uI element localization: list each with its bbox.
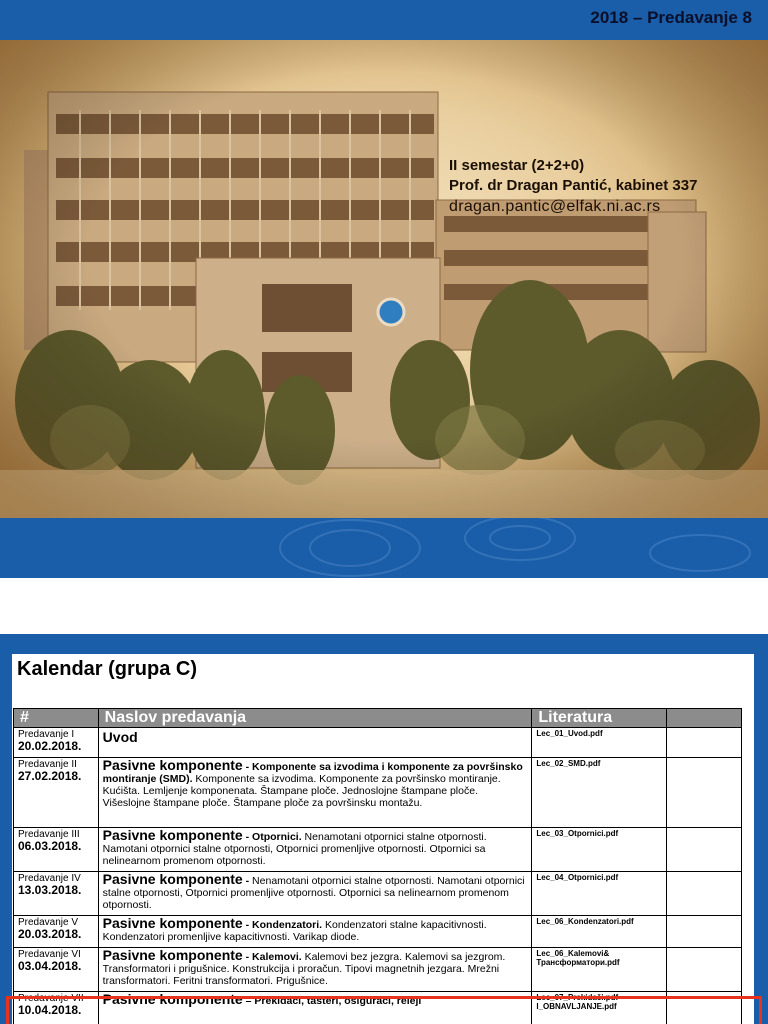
lecture-title: Uvod	[102, 729, 138, 745]
professor-label: Prof. dr Dragan Pantić, kabinet 337	[449, 177, 698, 194]
column-header-literature: Literatura	[532, 709, 666, 728]
extra-cell	[666, 948, 741, 992]
table-row	[14, 728, 742, 758]
literature-cell	[532, 916, 666, 948]
current-lecture-highlight	[6, 996, 762, 1024]
lecture-label: Predavanje V	[18, 917, 79, 928]
literature-cell	[532, 948, 666, 992]
water-ripple-band	[0, 518, 768, 578]
slide-header-bar	[0, 0, 768, 40]
literature-file-link[interactable]: Lec_06_Kondenzatori.pdf	[536, 917, 634, 926]
lecture-subtitle: - Kondenzatori.	[242, 919, 323, 931]
lecture-subtitle: - Kalemovi.	[242, 951, 302, 963]
lecture-date: 27.02.2018.	[18, 769, 82, 783]
column-header-number: #	[14, 709, 99, 728]
slide-header-title: 2018 – Predavanje 8	[590, 8, 752, 27]
lecture-subtitle: -	[242, 875, 250, 887]
extra-cell	[666, 828, 741, 872]
lecture-title: Pasivne komponente	[102, 827, 243, 843]
title-cell	[98, 728, 532, 758]
calendar-slide	[0, 634, 768, 1024]
lecture-label: Predavanje II	[18, 759, 77, 770]
lecture-title: Pasivne komponente	[102, 947, 243, 963]
literature-file-link[interactable]: Lec_02_SMD.pdf	[536, 759, 601, 768]
literature-cell	[532, 758, 666, 828]
course-info	[449, 156, 697, 218]
lecture-cell	[14, 758, 99, 828]
lecture-date: 10.04.2018.	[18, 1003, 82, 1017]
ripple-decoration	[0, 518, 768, 578]
lecture-label: Predavanje VI	[18, 949, 81, 960]
lecture-description: Nenamotani otpornici stalne otpornosti. Namotani otpornici stalne otpornosti, Otpornici promenljive otpornosti. Otpornici sa nelinearnom promenom otpornosti.	[102, 875, 525, 911]
literature-file-link[interactable]: Lec_03_Otpornici.pdf	[536, 829, 619, 838]
lecture-date: 13.03.2018.	[18, 883, 82, 897]
extra-cell	[666, 916, 741, 948]
lecture-cell	[14, 828, 99, 872]
lecture-title: Pasivne komponente	[102, 915, 243, 931]
literature-cell	[532, 828, 666, 872]
table-row	[14, 828, 742, 872]
literature-file-link[interactable]: Lec_04_Otpornici.pdf	[536, 873, 619, 882]
lecture-description: Nenamotani otpornici stalne otpornosti. Namotani otpornici stalne otpornosti, Otpornici promenljive otpornosti. Otpornici sa nelinearnom promenom otpornosti.	[102, 831, 487, 867]
lecture-description: Komponente sa izvodima. Komponente za površinsko montiranje. Kućišta. Lemljenje komponenata. Štampane ploče. Jednoslojne štampane ploče. Višeslojne štampane ploče. Štampane ploče za površinsku montažu.	[102, 773, 501, 809]
lecture-title: Pasivne komponente	[102, 871, 243, 887]
lecture-cell	[14, 948, 99, 992]
title-cell	[98, 758, 532, 828]
literature-file-link[interactable]: Lec_06_Kalemovi& Трансформатори.pdf	[536, 949, 620, 967]
lecture-label: Predavanje VII	[18, 993, 84, 1004]
slide-gap	[0, 578, 768, 634]
lecture-title: Pasivne komponente	[102, 991, 243, 1007]
extra-cell	[666, 758, 741, 828]
lecture-date: 20.02.2018.	[18, 739, 82, 753]
literature-file-link[interactable]: Lec_01_Uvod.pdf	[536, 729, 603, 738]
lecture-cell	[14, 916, 99, 948]
title-cell	[98, 948, 532, 992]
lecture-label: Predavanje I	[18, 729, 75, 740]
lecture-title: Pasivne komponente	[102, 757, 243, 773]
title-cell	[98, 828, 532, 872]
lecture-label: Predavanje III	[18, 829, 80, 840]
lecture-date: 03.04.2018.	[18, 959, 82, 973]
literature-file-link[interactable]: Lec_07_Prekidači.pdf I_OBNAVLJANJE.pdf	[536, 993, 619, 1011]
lecture-cell	[14, 872, 99, 916]
table-row	[14, 916, 742, 948]
lecture-description: Kalemovi bez jezgra. Kalemovi sa jezgrom. Transformatori i prigušnice. Konstrukcija i proračun. Tipovi magnetnih jezgara. Mrežni transformatori. Feritni transformatori. Prigušnice.	[102, 951, 506, 987]
calendar-table	[13, 708, 742, 1024]
email-link[interactable]: dragan.pantic@elfak.ni.ac.rs	[449, 198, 661, 215]
lecture-description: Kondenzatori stalne kapacitivnosti. Kondenzatori promenljive kapacitivnosti. Varikap diode.	[102, 919, 487, 943]
lecture-date: 06.03.2018.	[18, 839, 82, 853]
table-row	[14, 758, 742, 828]
lecture-subtitle: - Otpornici.	[242, 831, 302, 843]
lecture-cell	[14, 728, 99, 758]
table-row	[14, 872, 742, 916]
extra-cell	[666, 872, 741, 916]
column-header-extra	[666, 709, 741, 728]
lecture-label: Predavanje IV	[18, 873, 81, 884]
literature-cell	[532, 872, 666, 916]
calendar-title: Kalendar (grupa C)	[17, 658, 198, 680]
column-header-title: Naslov predavanja	[98, 709, 532, 728]
extra-cell	[666, 728, 741, 758]
title-cell	[98, 916, 532, 948]
table-header-row	[14, 709, 742, 728]
table-row	[14, 948, 742, 992]
lecture-subtitle: - Komponente sa izvodima i komponente za površinsko montiranje (SMD).	[102, 761, 523, 785]
literature-cell	[532, 728, 666, 758]
lecture-subtitle: – Prekidači, tasteri, osigurači, releji	[242, 995, 422, 1007]
building-illustration	[0, 40, 768, 518]
semester-label: II semestar (2+2+0)	[449, 157, 585, 174]
title-cell	[98, 872, 532, 916]
faculty-building-photo	[0, 40, 768, 518]
lecture-date: 20.03.2018.	[18, 927, 82, 941]
